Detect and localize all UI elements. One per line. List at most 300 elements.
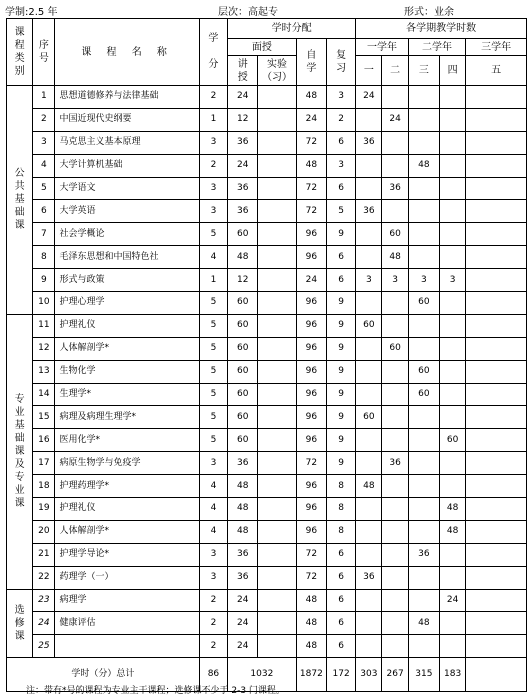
- cell-self: 72: [296, 566, 326, 589]
- cell-s1: [356, 520, 382, 543]
- course-name: 毛泽东思想和中国特色社: [55, 246, 199, 269]
- cell-s5: [466, 86, 527, 109]
- course-name: 护理药理学*: [55, 475, 199, 498]
- header-lecture: 讲授: [228, 56, 258, 86]
- cell-s4: [440, 360, 466, 383]
- cell-s4: 48: [440, 498, 466, 521]
- cell-rev: 6: [326, 543, 355, 566]
- cell-s5: [466, 269, 527, 292]
- cell-self: 96: [296, 314, 326, 337]
- cell-prac: [258, 223, 296, 246]
- table-row: [7, 498, 527, 521]
- cell-s4: [440, 200, 466, 223]
- cell-credit: 4: [199, 498, 227, 521]
- cell-lec: 24: [228, 86, 258, 109]
- course-name: 大学英语: [55, 200, 199, 223]
- cell-s3: 48: [408, 612, 439, 635]
- cell-s5: [466, 292, 527, 315]
- row-seq: 15: [33, 406, 55, 429]
- header-self-study: 自学: [296, 39, 326, 86]
- cell-prac: [258, 566, 296, 589]
- cell-prac: [258, 589, 296, 612]
- cell-s1: [356, 108, 382, 131]
- cell-prac: [258, 314, 296, 337]
- header-s1: 一: [356, 56, 382, 86]
- cell-s1: 36: [356, 200, 382, 223]
- cell-s3: [408, 635, 439, 658]
- cell-lec: 36: [228, 543, 258, 566]
- cell-s3: [408, 177, 439, 200]
- cell-prac: [258, 154, 296, 177]
- cell-self: 24: [296, 269, 326, 292]
- table-row: [7, 337, 527, 360]
- cell-s2: [382, 360, 408, 383]
- total-face: 1032: [228, 658, 297, 692]
- table-row: [7, 314, 527, 337]
- cell-s5: [466, 475, 527, 498]
- cell-lec: 48: [228, 246, 258, 269]
- cell-s1: [356, 246, 382, 269]
- cell-s1: 3: [356, 269, 382, 292]
- cell-s1: [356, 612, 382, 635]
- cell-s1: 60: [356, 314, 382, 337]
- row-seq: 22: [33, 566, 55, 589]
- cell-credit: 1: [199, 108, 227, 131]
- header-practice: 实验（习）: [258, 56, 296, 86]
- cell-s3: [408, 108, 439, 131]
- table-row: [7, 543, 527, 566]
- cell-s5: [466, 131, 527, 154]
- cell-credit: 5: [199, 406, 227, 429]
- cell-prac: [258, 383, 296, 406]
- total-credit: 86: [199, 658, 227, 692]
- table-row: [7, 406, 527, 429]
- cell-s3: [408, 337, 439, 360]
- course-name: 中国近现代史纲要: [55, 108, 199, 131]
- course-name: 社会学概论: [55, 223, 199, 246]
- cell-s1: [356, 223, 382, 246]
- cell-credit: 3: [199, 177, 227, 200]
- cell-rev: 3: [326, 154, 355, 177]
- cell-self: 96: [296, 246, 326, 269]
- cell-prac: [258, 269, 296, 292]
- cell-lec: 12: [228, 108, 258, 131]
- cell-lec: 36: [228, 566, 258, 589]
- total-review: 172: [326, 658, 355, 692]
- cell-s5: [466, 177, 527, 200]
- cell-s5: [466, 223, 527, 246]
- cell-s1: 24: [356, 86, 382, 109]
- cell-rev: 9: [326, 292, 355, 315]
- cell-self: 96: [296, 429, 326, 452]
- cell-prac: [258, 337, 296, 360]
- cell-s2: [382, 292, 408, 315]
- cell-self: 48: [296, 612, 326, 635]
- cell-s3: [408, 246, 439, 269]
- table-row: [7, 154, 527, 177]
- row-seq: 13: [33, 360, 55, 383]
- cell-lec: 36: [228, 200, 258, 223]
- cell-s2: [382, 589, 408, 612]
- cell-s3: [408, 406, 439, 429]
- course-name: 健康评估: [55, 612, 199, 635]
- row-seq: 21: [33, 543, 55, 566]
- cell-lec: 12: [228, 269, 258, 292]
- curriculum-table: [6, 18, 527, 692]
- cell-prac: [258, 360, 296, 383]
- cell-lec: 36: [228, 177, 258, 200]
- cell-s1: [356, 154, 382, 177]
- cell-s4: [440, 314, 466, 337]
- row-seq: 6: [33, 200, 55, 223]
- category-public: 公共基础课: [7, 86, 33, 315]
- table-row: [7, 475, 527, 498]
- cell-credit: 3: [199, 131, 227, 154]
- course-name: 生物化学: [55, 360, 199, 383]
- header-s2: 二: [382, 56, 408, 86]
- cell-credit: 3: [199, 543, 227, 566]
- cell-self: 96: [296, 360, 326, 383]
- cell-s5: [466, 452, 527, 475]
- cell-prac: [258, 200, 296, 223]
- cell-s5: [466, 154, 527, 177]
- cell-lec: 60: [228, 360, 258, 383]
- cell-s2: [382, 314, 408, 337]
- cell-s1: [356, 635, 382, 658]
- duration-label: 学制:2.5 年: [5, 7, 58, 18]
- header-review: 复习: [326, 39, 355, 86]
- cell-s3: 60: [408, 383, 439, 406]
- course-name: 病原生物学与免疫学: [55, 452, 199, 475]
- row-seq: 24: [33, 612, 55, 635]
- cell-prac: [258, 406, 296, 429]
- cell-self: 96: [296, 520, 326, 543]
- cell-s2: [382, 131, 408, 154]
- header-credit: 学分: [199, 19, 227, 86]
- cell-self: 24: [296, 108, 326, 131]
- cell-credit: 5: [199, 314, 227, 337]
- cell-rev: 6: [326, 589, 355, 612]
- cell-lec: 60: [228, 292, 258, 315]
- cell-s2: [382, 635, 408, 658]
- cell-credit: 2: [199, 612, 227, 635]
- course-name: 大学计算机基础: [55, 154, 199, 177]
- cell-s3: [408, 566, 439, 589]
- cell-s1: [356, 383, 382, 406]
- cell-s1: [356, 452, 382, 475]
- cell-s5: [466, 360, 527, 383]
- table-row: [7, 131, 527, 154]
- cell-rev: 6: [326, 612, 355, 635]
- cell-s5: [466, 383, 527, 406]
- cell-prac: [258, 520, 296, 543]
- course-name: 病理学: [55, 589, 199, 612]
- cell-prac: [258, 86, 296, 109]
- course-name: 护理礼仪: [55, 314, 199, 337]
- cell-credit: 5: [199, 292, 227, 315]
- cell-s5: [466, 589, 527, 612]
- course-name: 大学语文: [55, 177, 199, 200]
- course-name: 护理心理学: [55, 292, 199, 315]
- cell-s4: [440, 86, 466, 109]
- cell-s5: [466, 429, 527, 452]
- total-self: 1872: [296, 658, 326, 692]
- table-row: [7, 566, 527, 589]
- course-name: 生理学*: [55, 383, 199, 406]
- cell-s2: 60: [382, 337, 408, 360]
- cell-credit: 5: [199, 360, 227, 383]
- cell-s1: 48: [356, 475, 382, 498]
- cell-s5: [466, 200, 527, 223]
- header-seq: 序号: [33, 19, 55, 86]
- cell-self: 48: [296, 86, 326, 109]
- course-name: 人体解剖学*: [55, 337, 199, 360]
- table-row: [7, 86, 527, 109]
- cell-s2: [382, 200, 408, 223]
- course-name: 形式与政策: [55, 269, 199, 292]
- cell-s3: 60: [408, 292, 439, 315]
- row-seq: 3: [33, 131, 55, 154]
- row-seq: 16: [33, 429, 55, 452]
- cell-prac: [258, 612, 296, 635]
- cell-lec: 24: [228, 635, 258, 658]
- footnote: 注：带有*号的课程为专业主干课程；选修课不少于 2-3 门课程。: [26, 686, 285, 696]
- cell-s4: [440, 131, 466, 154]
- cell-lec: 60: [228, 314, 258, 337]
- cell-s1: 36: [356, 566, 382, 589]
- cell-s4: [440, 452, 466, 475]
- cell-self: 96: [296, 223, 326, 246]
- header-course-name: 课 程 名 称: [55, 19, 199, 86]
- table-row: [7, 612, 527, 635]
- cell-s5: [466, 337, 527, 360]
- cell-self: 96: [296, 475, 326, 498]
- total-s5: [466, 658, 527, 692]
- course-name: 护理学导论*: [55, 543, 199, 566]
- cell-s1: 60: [356, 406, 382, 429]
- cell-s4: 3: [440, 269, 466, 292]
- cell-s5: [466, 314, 527, 337]
- cell-lec: 60: [228, 223, 258, 246]
- cell-self: 48: [296, 589, 326, 612]
- course-name: 病理及病理生理学*: [55, 406, 199, 429]
- course-name: 医用化学*: [55, 429, 199, 452]
- cell-s2: [382, 543, 408, 566]
- row-seq: 20: [33, 520, 55, 543]
- cell-lec: 48: [228, 498, 258, 521]
- cell-s2: 36: [382, 452, 408, 475]
- level-label: 层次：高起专: [218, 7, 278, 18]
- cell-prac: [258, 177, 296, 200]
- row-seq: 10: [33, 292, 55, 315]
- header-s3: 三: [408, 56, 439, 86]
- row-seq: 5: [33, 177, 55, 200]
- cell-s4: [440, 177, 466, 200]
- cell-rev: 8: [326, 498, 355, 521]
- cell-lec: 36: [228, 452, 258, 475]
- row-seq: 8: [33, 246, 55, 269]
- cell-s5: [466, 406, 527, 429]
- category-major: 专业基础课及专业课: [7, 314, 33, 589]
- cell-lec: 24: [228, 154, 258, 177]
- cell-rev: 6: [326, 246, 355, 269]
- cell-s5: [466, 612, 527, 635]
- cell-credit: 3: [199, 200, 227, 223]
- cell-s2: [382, 566, 408, 589]
- cell-s3: 48: [408, 154, 439, 177]
- cell-rev: 9: [326, 223, 355, 246]
- total-s4: 183: [440, 658, 466, 692]
- cell-s2: [382, 406, 408, 429]
- header-s4: 四: [440, 56, 466, 86]
- table-row: [7, 589, 527, 612]
- cell-s2: [382, 612, 408, 635]
- cell-s4: [440, 108, 466, 131]
- row-seq: 2: [33, 108, 55, 131]
- cell-self: 72: [296, 543, 326, 566]
- cell-prac: [258, 452, 296, 475]
- cell-s2: 24: [382, 108, 408, 131]
- cell-lec: 48: [228, 475, 258, 498]
- course-name: 思想道德修养与法律基础: [55, 86, 199, 109]
- cell-credit: 2: [199, 589, 227, 612]
- cell-lec: 36: [228, 131, 258, 154]
- header-year3: 三学年: [466, 39, 527, 56]
- cell-rev: 8: [326, 520, 355, 543]
- cell-prac: [258, 108, 296, 131]
- cell-s3: [408, 520, 439, 543]
- row-seq: 1: [33, 86, 55, 109]
- cell-lec: 60: [228, 429, 258, 452]
- cell-s3: [408, 429, 439, 452]
- cell-rev: 9: [326, 406, 355, 429]
- cell-s4: [440, 475, 466, 498]
- curriculum-body: [7, 19, 527, 692]
- table-row: [7, 520, 527, 543]
- cell-rev: 9: [326, 429, 355, 452]
- cell-prac: [258, 246, 296, 269]
- cell-s3: [408, 452, 439, 475]
- cell-credit: 3: [199, 566, 227, 589]
- category-elective: 选修课: [7, 589, 33, 658]
- cell-s4: 48: [440, 520, 466, 543]
- table-row: [7, 223, 527, 246]
- cell-s5: [466, 566, 527, 589]
- cell-s2: 48: [382, 246, 408, 269]
- cell-rev: 6: [326, 269, 355, 292]
- row-seq: 4: [33, 154, 55, 177]
- cell-lec: 24: [228, 589, 258, 612]
- cell-rev: 9: [326, 452, 355, 475]
- cell-lec: 60: [228, 406, 258, 429]
- course-name: 药理学（一）: [55, 566, 199, 589]
- table-row: [7, 383, 527, 406]
- cell-s4: [440, 383, 466, 406]
- cell-prac: [258, 543, 296, 566]
- cell-lec: 60: [228, 337, 258, 360]
- cell-s5: [466, 543, 527, 566]
- cell-self: 48: [296, 635, 326, 658]
- row-seq: 17: [33, 452, 55, 475]
- table-row: [7, 292, 527, 315]
- cell-rev: 6: [326, 177, 355, 200]
- cell-s1: [356, 292, 382, 315]
- cell-rev: 8: [326, 475, 355, 498]
- cell-s2: 36: [382, 177, 408, 200]
- table-row: [7, 108, 527, 131]
- total-s3: 315: [408, 658, 439, 692]
- cell-s1: [356, 177, 382, 200]
- cell-credit: 5: [199, 337, 227, 360]
- cell-s2: 3: [382, 269, 408, 292]
- cell-credit: 5: [199, 383, 227, 406]
- header-face: 面授: [228, 39, 297, 56]
- header-hours-alloc: 学时分配: [228, 19, 356, 39]
- cell-s3: [408, 314, 439, 337]
- cell-credit: 2: [199, 86, 227, 109]
- header-semester-hours: 各学期教学时数: [356, 19, 527, 39]
- row-seq: 18: [33, 475, 55, 498]
- program-meta: [0, 0, 531, 18]
- cell-rev: 6: [326, 635, 355, 658]
- cell-s3: [408, 498, 439, 521]
- cell-self: 72: [296, 200, 326, 223]
- cell-s2: [382, 498, 408, 521]
- cell-s2: [382, 475, 408, 498]
- cell-self: 96: [296, 337, 326, 360]
- cell-s3: [408, 223, 439, 246]
- cell-s4: [440, 406, 466, 429]
- cell-s1: [356, 360, 382, 383]
- cell-s4: [440, 292, 466, 315]
- cell-s3: [408, 475, 439, 498]
- cell-self: 48: [296, 154, 326, 177]
- cell-s3: [408, 200, 439, 223]
- table-row: [7, 177, 527, 200]
- cell-s4: [440, 154, 466, 177]
- cell-prac: [258, 635, 296, 658]
- cell-credit: 2: [199, 635, 227, 658]
- course-name: 马克思主义基本原理: [55, 131, 199, 154]
- cell-prac: [258, 292, 296, 315]
- form-label: 形式：业余: [404, 7, 454, 18]
- cell-s3: 3: [408, 269, 439, 292]
- cell-s5: [466, 108, 527, 131]
- cell-lec: 24: [228, 612, 258, 635]
- row-seq: 23: [33, 589, 55, 612]
- cell-credit: 2: [199, 154, 227, 177]
- row-seq: 7: [33, 223, 55, 246]
- cell-rev: 9: [326, 337, 355, 360]
- cell-s5: [466, 635, 527, 658]
- cell-prac: [258, 131, 296, 154]
- cell-s2: [382, 520, 408, 543]
- cell-rev: 5: [326, 200, 355, 223]
- cell-s2: [382, 383, 408, 406]
- table-row: [7, 269, 527, 292]
- total-s2: 267: [382, 658, 408, 692]
- cell-s3: [408, 589, 439, 612]
- cell-s4: [440, 635, 466, 658]
- header-year2: 二学年: [408, 39, 466, 56]
- table-row: [7, 246, 527, 269]
- cell-self: 96: [296, 406, 326, 429]
- cell-self: 96: [296, 383, 326, 406]
- cell-s1: [356, 498, 382, 521]
- cell-s3: [408, 131, 439, 154]
- cell-s2: [382, 154, 408, 177]
- cell-rev: 3: [326, 86, 355, 109]
